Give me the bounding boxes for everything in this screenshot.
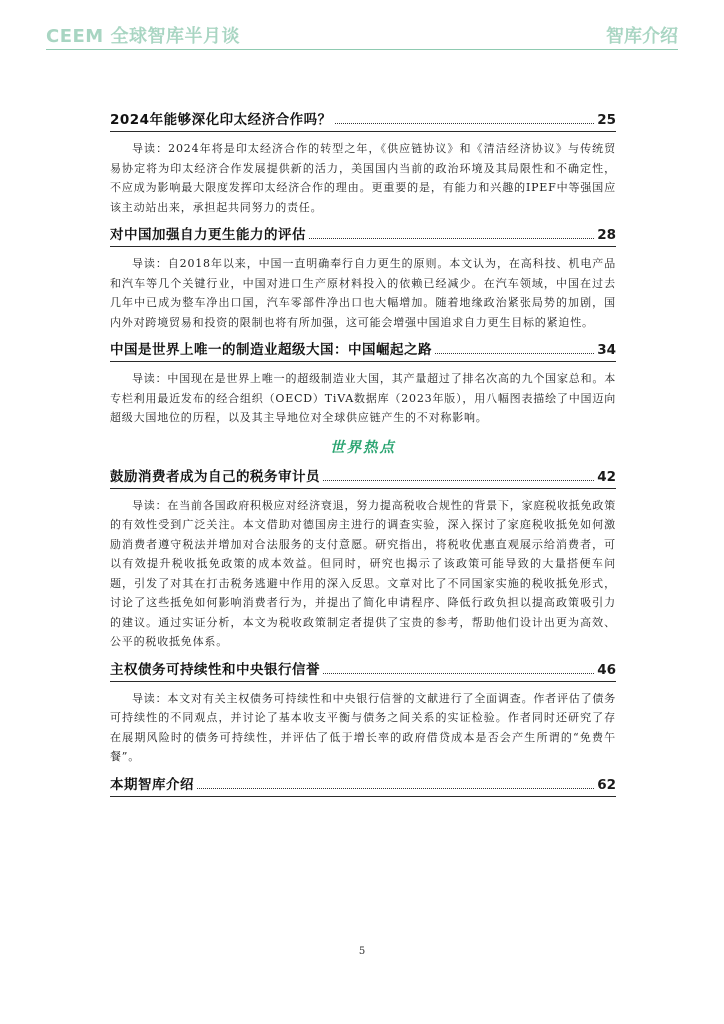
toc-entry-title[interactable]: 鼓励消费者成为自己的税务审计员 — [110, 468, 320, 485]
toc-entry-title-row[interactable] — [110, 225, 616, 247]
toc-leader-dots — [335, 123, 595, 124]
toc-entry-page: 34 — [597, 342, 616, 358]
toc-leader-dots — [309, 238, 594, 239]
toc-entry — [110, 660, 616, 767]
page-number: 5 — [358, 946, 366, 957]
toc-entry-title-row[interactable] — [110, 340, 616, 362]
toc-entry-title-row[interactable] — [110, 775, 616, 797]
toc-entry-title[interactable]: 本期智库介绍 — [110, 776, 194, 793]
toc-entry-summary: 导读：自2018年以来，中国一直明确奉行自力更生的原则。本文认为，在高科技、机电产品和汽车等几个关键行业，中国对进口生产原材料投入的依赖已经减少。在汽车领域，中国在过去几年中已成为整车净出口国，汽车零部件净出口也大幅增加。随着地缘政治紧张局势的加剧，国内外对跨境贸易和投资的限制也将有所加强，这可能会增强中国追求自力更生目标的紧迫性。 — [110, 257, 616, 329]
toc-entry — [110, 225, 616, 332]
page-header — [46, 22, 678, 48]
toc-leader-dots — [323, 480, 594, 481]
toc-entry — [110, 110, 616, 217]
toc-entry-summary: 导读：本文对有关主权债务可持续性和中央银行信誉的文献进行了全面调查。作者评估了债务可持续性的不同观点，并讨论了基本收支平衡与债务之间关系的实证检验。作者同时还研究了存在展期风险时的债务可持续性，并评估了低于增长率的政府借贷成本是否会产生所谓的“免费午餐”。 — [110, 691, 616, 763]
toc-entry-title-row[interactable] — [110, 467, 616, 489]
toc-leader-dots — [197, 788, 594, 789]
header-brand: CEEM 全球智库半月谈 — [46, 26, 240, 47]
toc-leader-dots — [323, 673, 594, 674]
toc-entry-summary: 导读：在当前各国政府积极应对经济衰退，努力提高税收合规性的背景下，家庭税收抵免政策的有效性受到广泛关注。本文借助对德国房主进行的调查实验，深入探讨了家庭税收抵免如何激励消费者遵守税法并增加对合法服务的支付意愿。研究指出，将税收优惠直观展示给消费者，可以有效提升税收抵免政策的成本效益。但同时，研究也揭示了该政策可能导致的大量搭便车问题，引发了对其在打击税务逃避中作用的深入反思。文章对比了不同国家实施的税收抵免形式，讨论了这些抵免如何影响消费者行为，并提出了简化申请程序、降低行政负担以提高政策吸引力的建议。通过实证分析，本文为税收政策制定者提供了宝贵的参考，帮助他们设计出更为高效、公平的税收抵免体系。 — [110, 498, 616, 648]
toc-entry-page: 28 — [597, 227, 616, 243]
toc-entry — [110, 775, 616, 797]
toc-entry-title-row[interactable] — [110, 660, 616, 682]
toc-entry-page: 42 — [597, 468, 616, 485]
toc-entry-title[interactable]: 2024年能够深化印太经济合作吗？ — [110, 112, 332, 128]
toc-entry-title[interactable]: 对中国加强自力更生能力的评估 — [110, 227, 306, 243]
toc-entry — [110, 340, 616, 428]
toc-content — [110, 110, 616, 805]
toc-entry-title[interactable]: 主权债务可持续性和中央银行信誉 — [110, 661, 320, 678]
toc-entry-page: 25 — [597, 112, 616, 128]
section-heading: 世界热点 — [330, 439, 396, 456]
toc-entry-title-row[interactable] — [110, 110, 616, 132]
header-section: 智库介绍 — [606, 26, 678, 47]
toc-entry-title[interactable]: 中国是世界上唯一的制造业超级大国：中国崛起之路 — [110, 342, 432, 358]
toc-entry-summary: 导读：2024年将是印太经济合作的转型之年，《供应链协议》和《清洁经济协议》与传统贸易协定将为印太经济合作发展提供新的活力，美国国内当前的政治环境及其局限性和不确定性，不应成为影响最大限度发挥印太经济合作的理由。更重要的是，有能力和兴趣的IPEF中等强国应该主动站出来，承担起共同努力的责任。 — [110, 142, 616, 214]
toc-entry-page: 46 — [597, 661, 616, 678]
toc-leader-dots — [435, 353, 594, 354]
toc-entry — [110, 467, 616, 652]
header-rule — [46, 49, 678, 50]
toc-entry-page: 62 — [597, 776, 616, 793]
toc-entry-summary: 导读：中国现在是世界上唯一的超级制造业大国，其产量超过了排名次高的九个国家总和。本专栏利用最近发布的经合组织（OECD）TiVA数据库（2023年版），用八幅图表描绘了中国迈向超级大国地位的历程，以及其主导地位对全球供应链产生的不对称影响。 — [110, 372, 616, 424]
